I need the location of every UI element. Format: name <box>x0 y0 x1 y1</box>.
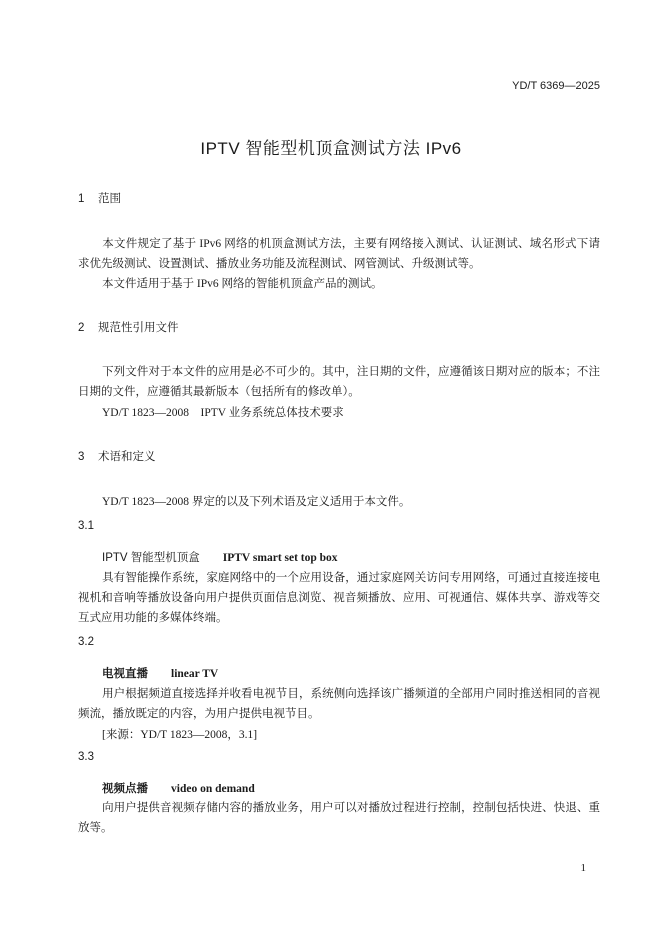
section-title: 术语和定义 <box>98 451 156 463</box>
standard-number: YD/T 6369—2025 <box>512 80 600 92</box>
term-number: 3.2 <box>78 636 94 648</box>
section-number: 3 <box>78 451 85 463</box>
term-en: video on demand <box>171 783 255 795</box>
term-entry <box>102 665 218 681</box>
section-2-paragraph-1: 下列文件对于本文件的应用是必不可少的。其中，注日期的文件，应遵循该日期对应的版本；不注日期的文件，应遵循其最新版本（包括所有的修改单）。 <box>78 366 600 398</box>
section-title: 规范性引用文件 <box>98 322 179 334</box>
section-3-intro: YD/T 1823—2008 界定的以及下列术语及定义适用于本文件。 <box>102 496 411 508</box>
term-definition: 具有智能操作系统，家庭网络中的一个应用设备，通过家庭网关访问专用网络，可通过直接连接电视机和音响等播放设备向用户提供页面信息浏览、视音频播放、应用、可视通信、媒体共享、游戏等交互式应用功能的多媒体终端。 <box>78 572 600 624</box>
term-entry <box>102 549 338 565</box>
term-zh: 视频点播 <box>102 783 148 795</box>
page-number: 1 <box>580 862 586 874</box>
section-1-paragraph-1: 本文件规定了基于 IPv6 网络的机顶盒测试方法，主要有网络接入测试、认证测试、域名形式下请求优先级测试、设置测试、播放业务功能及流程测试、网管测试、升级测试等。 <box>78 238 600 270</box>
term-number: 3.3 <box>78 751 94 763</box>
term-en: linear TV <box>171 668 219 680</box>
section-3-heading <box>78 448 156 464</box>
term-number: 3.1 <box>78 520 94 532</box>
section-1-paragraph-2: 本文件适用于基于 IPv6 网络的智能机顶盒产品的测试。 <box>102 278 383 290</box>
normative-reference: YD/T 1823—2008 IPTV 业务系统总体技术要求 <box>102 407 344 419</box>
term-definition: 用户根据频道直接选择并收看电视节目，系统侧向选择该广播频道的全部用户同时推送相同的音视频流，播放既定的内容，为用户提供电视节目。 <box>78 688 600 720</box>
term-definition: 向用户提供音视频存储内容的播放业务，用户可以对播放过程进行控制，控制包括快进、快退、重放等。 <box>78 802 600 834</box>
section-1-heading <box>78 190 121 206</box>
section-title: 范围 <box>98 193 121 205</box>
term-zh: IPTV 智能型机顶盒 <box>102 552 200 564</box>
term-zh: 电视直播 <box>102 668 148 680</box>
term-entry <box>102 780 255 796</box>
term-source: [来源：YD/T 1823—2008，3.1] <box>102 729 258 741</box>
section-number: 1 <box>78 193 85 205</box>
document-title: IPTV 智能型机顶盒测试方法 IPv6 <box>200 139 462 158</box>
section-2-heading <box>78 319 179 335</box>
term-en: IPTV smart set top box <box>222 552 338 564</box>
section-number: 2 <box>78 322 85 334</box>
